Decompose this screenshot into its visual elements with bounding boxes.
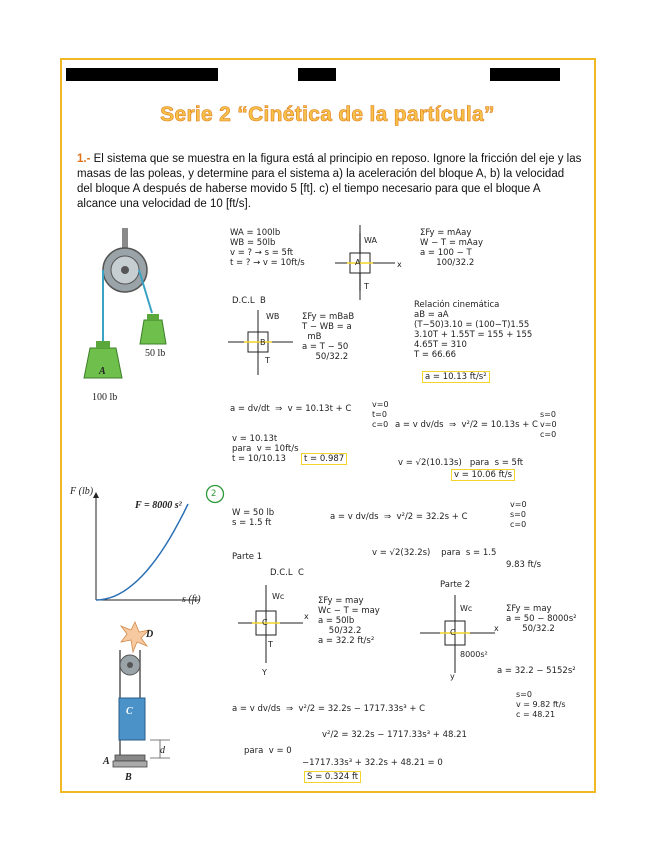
p2-dcl-c: D.C.L C [270,568,304,578]
p1-vel-int-1: a = dv/dt ⇒ v = 10.13t + C [230,404,352,414]
fbd-b-block: B [260,338,266,347]
p2-sum-2: ΣFy = may a = 50 − 8000s² 50/32.2 [506,604,577,634]
fbd-b-weight: WB [266,312,280,321]
p1-time-result: t = 0.987 [304,454,345,464]
label-b: B [125,772,132,783]
label-c: C [126,706,133,717]
p1-vel-int-2: a = v dv/ds ⇒ v²/2 = 10.13s + C [395,420,538,430]
p1-kinematics: Relación cinemática aB = aA (T−50)3.10 = (100−T)1.55 3.10T + 1.55T = 155 + 155 4.65T = 310 T = 66.66 [414,300,533,360]
fbd-b-tension: T [265,356,270,365]
fbd-c2-spring-force: 8000s² [460,650,488,659]
p2-int-2: a = v dv/ds ⇒ v²/2 = 32.2s − 1717.33s³ + C [232,704,426,714]
p2-a-expr: a = 32.2 − 5152s² [497,666,576,676]
fbd-c2-y: y [450,672,455,681]
fbd-c1-block: C [262,618,268,627]
p1-given: WA = 100lb WB = 50lb v = ? → s = 5ft t = ? → v = 10ft/s [230,228,305,268]
p2-para-v0: para v = 0 [244,746,292,756]
redacted-date [490,68,560,81]
fbd-c1-x: x [304,612,309,621]
label-d: D [146,629,154,640]
distance-axis-label: s (ft) [182,594,201,605]
p2-parte-2: Parte 2 [440,580,471,590]
block-a-weight: 100 lb [92,392,118,403]
fbd-a-x: x [397,260,402,269]
block-b-handle [147,314,159,320]
problem-1-text: El sistema que se muestra en la figura está al principio en reposo. Ignore la fricción del eje y las masas de las poleas, y determine para el sistema a) la aceleración del bloque A, b) la velocidad del bloque A después de haberse movido 5 [ft]. c) el tiempo necesario para que el bloque A alcance una velocidad de 10 [ft/s]. [77,153,582,210]
fbd-a-tension: T [364,282,369,291]
p1-vel-int-1-cond: v=0 t=0 c=0 [372,400,389,429]
p1-vel-int-2-cond: s=0 v=0 c=0 [540,410,557,439]
p2-vel-1: v = √2(32.2s) para s = 1.5 [372,548,497,558]
label-a: A [103,756,110,767]
p2-int-1: a = v dv/ds ⇒ v²/2 = 32.2s + C [330,512,468,522]
fbd-a-weight: WA [364,236,377,245]
p2-given: W = 50 lb s = 1.5 ft [232,508,275,528]
fbd-c1-y: Y [262,668,267,677]
force-equation: F = 8000 s² [135,500,182,511]
fbd-c2-block: C [450,628,456,637]
p2-int-1-cond: v=0 s=0 c=0 [510,500,527,529]
problem-1-statement [77,152,582,212]
block-b [140,320,166,344]
redacted-group [298,68,336,81]
pulley-figure [80,228,200,408]
p1-sum-a: ΣFy = mAay W − T = mAay a = 100 − T 100/32.2 [420,228,483,268]
p1-vel-result: v = 10.06 ft/s [454,470,513,480]
p1-accel-result: a = 10.13 ft/s² [425,372,487,382]
force-curve [96,504,188,600]
p1-vel-eq: v = 10.13t para v = 10ft/s t = 10/10.13 [232,434,299,464]
p2-final-result: S = 0.324 ft [307,772,359,782]
problem-1-number: 1.- [77,153,91,165]
redacted-name [66,68,218,81]
p2-parte-1: Parte 1 [232,552,263,562]
p2-vel-1-val: 9.83 ft/s [506,560,542,570]
fbd-c2-weight: Wc [460,604,473,613]
block-a-label: A [99,366,106,377]
p1-sum-b: ΣFy = mBaB T − WB = a mB a = T − 50 50/32.2 [302,312,355,362]
p2-vel-2: v²/2 = 32.2s − 1717.33s³ + 48.21 [322,730,467,740]
p2-int-2-cond: s=0 v = 9.82 ft/s c = 48.21 [516,690,566,719]
p1-dcl-b: D.C.L B [232,296,266,306]
force-axis-label: F (lb) [70,486,94,497]
problem-2-number: 2 [211,489,217,499]
fbd-c2-x: x [494,624,499,633]
page-title: Serie 2 “Cinética de la partícula” [160,103,495,126]
fbd-c1-tension: T [268,640,273,649]
fbd-c1-weight: Wc [272,592,285,601]
block-b-weight: 50 lb [145,348,166,359]
label-d-distance: d [160,745,165,756]
p2-sum-1: ΣFy = may Wc − T = may a = 50lb 50/32.2 a = 32.2 ft/s² [318,596,380,646]
fbd-a-block: A [355,258,361,267]
block-a-handle [96,341,110,348]
ceiling-support [122,228,128,250]
p1-vel-sqrt: v = √2(10.13s) para s = 5ft [398,458,524,468]
p2-final-eq: −1717.33s³ + 32.2s + 48.21 = 0 [302,758,443,768]
pulley-axle [121,266,129,274]
